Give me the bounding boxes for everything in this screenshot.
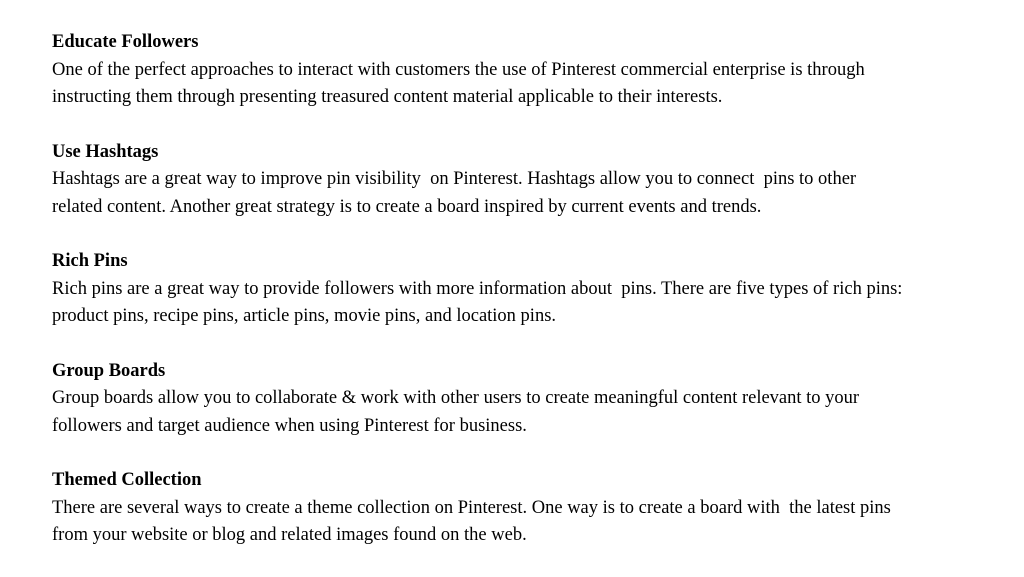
section-rich-pins (52, 248, 1012, 331)
section-body-line: Rich pins are a great way to provide followers with more information about pins. There are five types of rich pins: (52, 278, 903, 299)
section-body-line: followers and target audience when using Pinterest for business. (52, 415, 527, 436)
section-heading: Group Boards (52, 360, 166, 381)
section-body-line: There are several ways to create a theme collection on Pinterest. One way is to create a board with the latest pins (52, 497, 891, 518)
section-use-hashtags (52, 139, 1012, 222)
section-body-line: related content. Another great strategy is to create a board inspired by current events and trends. (52, 196, 762, 217)
section-body-line: Group boards allow you to collaborate & work with other users to create meaningful content relevant to your (52, 388, 860, 408)
document-content (52, 29, 1012, 577)
section-body-line: product pins, recipe pins, article pins, movie pins, and location pins. (52, 306, 557, 326)
section-heading: Use Hashtags (52, 141, 159, 162)
section-educate-followers (52, 29, 1012, 112)
section-heading: Educate Followers (52, 32, 199, 52)
section-body-line: instructing them through presenting treasured content material applicable to their interests. (52, 87, 723, 107)
section-group-boards (52, 358, 1012, 441)
section-body-line: Hashtags are a great way to improve pin visibility on Pinterest. Hashtags allow you to connect pins to other (52, 169, 857, 189)
section-heading: Themed Collection (52, 470, 202, 490)
section-body-line: One of the perfect approaches to interact with customers the use of Pinterest commercial enterprise is through (52, 59, 865, 80)
section-heading: Rich Pins (52, 251, 128, 271)
section-themed-collection (52, 467, 1012, 550)
section-body-line: from your website or blog and related images found on the web. (52, 525, 527, 545)
